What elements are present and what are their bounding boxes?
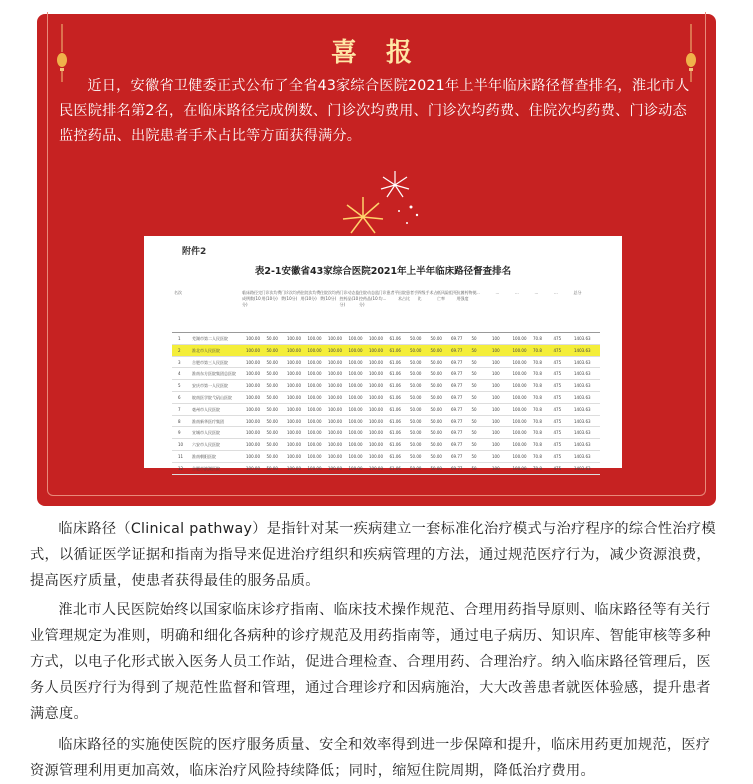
value-cell: 475 — [553, 383, 562, 389]
value-cell: 50.00 — [410, 359, 422, 365]
value-cell: 50 — [471, 336, 477, 341]
value-cell: 100.00 — [348, 430, 363, 436]
rank-cell: 1 — [178, 336, 181, 341]
ranking-table — [172, 284, 600, 475]
value-cell: 100.00 — [369, 347, 383, 353]
rank-cell: 11 — [178, 453, 184, 459]
value-cell: 100.00 — [307, 383, 322, 389]
table-header-cell: 名次 — [174, 290, 182, 295]
value-cell: 50 — [471, 359, 477, 365]
value-cell: 100.00 — [307, 347, 322, 353]
value-cell: 100.00 — [369, 442, 383, 448]
table-header-cell: 门诊患者平均... — [378, 290, 399, 301]
value-cell: 50 — [471, 406, 477, 412]
value-cell: 100.00 — [307, 430, 322, 436]
table-header-cell: ... — [554, 290, 558, 295]
rank-cell: 12 — [178, 465, 184, 471]
value-cell: 50.00 — [266, 383, 278, 389]
value-cell: 475 — [553, 394, 562, 400]
value-cell: 100.00 — [512, 347, 527, 353]
value-cell: 475 — [553, 359, 562, 365]
value-cell: 100.00 — [348, 453, 363, 459]
table-row — [172, 463, 600, 475]
value-cell: 50.00 — [430, 465, 442, 471]
value-cell: 1403.63 — [574, 371, 591, 377]
value-cell: 50.00 — [430, 430, 442, 436]
value-cell: 61.06 — [389, 453, 401, 459]
value-cell: 69.77 — [451, 430, 463, 436]
value-cell: 50.00 — [266, 442, 278, 448]
value-cell: 100.00 — [512, 418, 527, 424]
table-row — [172, 380, 600, 392]
value-cell: 70.8 — [533, 394, 542, 400]
table-header-cell: 住院次均费用(10分) — [300, 290, 321, 301]
value-cell: 100.00 — [287, 418, 301, 424]
value-cell: 100.00 — [287, 394, 301, 400]
value-cell: 100 — [492, 406, 500, 412]
value-cell: 100.00 — [512, 394, 527, 400]
value-cell: 100.00 — [512, 442, 527, 448]
value-cell: 69.77 — [451, 465, 463, 471]
value-cell: 100.00 — [512, 383, 527, 389]
value-cell: 100 — [492, 442, 500, 448]
value-cell: 100.00 — [328, 359, 342, 365]
value-cell: 100 — [492, 430, 500, 436]
rank-cell: 9 — [178, 430, 181, 436]
value-cell: 69.77 — [451, 394, 463, 400]
value-cell: 100.00 — [287, 336, 301, 341]
value-cell: 100.00 — [307, 359, 322, 365]
value-cell: 1403.63 — [574, 383, 591, 389]
rank-cell: 3 — [178, 359, 181, 365]
value-cell: 100.00 — [348, 406, 363, 412]
table-header-cell: ... — [515, 290, 519, 295]
value-cell: 100.00 — [307, 371, 322, 377]
value-cell: 1403.63 — [574, 406, 591, 412]
value-cell: 50.00 — [266, 465, 278, 471]
value-cell: 50.00 — [266, 336, 278, 341]
value-cell: 70.8 — [533, 418, 542, 424]
value-cell: 100.00 — [512, 371, 527, 377]
value-cell: 100.00 — [246, 442, 260, 448]
value-cell: 100.00 — [246, 359, 260, 365]
hospital-name-cell: 亳州市人民医院 — [192, 406, 220, 412]
hospital-name-cell: 皖南医学院弋矶山医院 — [192, 394, 232, 400]
table-header-cell: 低风险组死亡率 — [437, 290, 457, 301]
value-cell: 50.00 — [430, 371, 442, 377]
hospital-name-cell: 淮北市人民医院 — [192, 347, 220, 353]
value-cell: 69.77 — [451, 406, 463, 412]
value-cell: 50.00 — [266, 371, 278, 377]
value-cell: 1403.63 — [574, 336, 591, 341]
rank-cell: 5 — [178, 383, 181, 389]
value-cell: 50.00 — [410, 418, 422, 424]
table-header-cell: 四级手术占比 — [417, 290, 438, 301]
value-cell: 100.00 — [369, 430, 383, 436]
value-cell: 50.00 — [430, 347, 442, 353]
value-cell: 50.00 — [410, 336, 422, 341]
rank-cell: 6 — [178, 394, 181, 400]
value-cell: 100.00 — [307, 418, 322, 424]
value-cell: 100.00 — [328, 442, 342, 448]
value-cell: 61.06 — [389, 430, 401, 436]
value-cell: 69.77 — [451, 418, 463, 424]
value-cell: 100.00 — [369, 406, 383, 412]
value-cell: 70.8 — [533, 347, 542, 353]
value-cell: 61.06 — [389, 406, 401, 412]
value-cell: 69.77 — [451, 347, 463, 353]
value-cell: 61.06 — [389, 394, 401, 400]
value-cell: 69.77 — [451, 383, 463, 389]
value-cell: 100.00 — [369, 336, 383, 341]
value-cell: 100.00 — [369, 418, 383, 424]
table-row — [172, 333, 600, 345]
hospital-name-cell: 淮南新华医疗集团 — [192, 418, 224, 424]
rank-cell: 8 — [178, 418, 181, 424]
value-cell: 100.00 — [287, 465, 301, 471]
value-cell: 100.00 — [328, 465, 342, 471]
value-cell: 475 — [553, 442, 562, 448]
value-cell: 100.00 — [348, 418, 363, 424]
value-cell: 100.00 — [307, 336, 322, 341]
headline: 喜 报 — [330, 38, 423, 68]
value-cell: 50.00 — [430, 394, 442, 400]
value-cell: 50.00 — [430, 336, 442, 341]
value-cell: 70.8 — [533, 406, 542, 412]
table-header-cell: 出院患者手术占比 — [398, 290, 418, 301]
value-cell: 50.00 — [410, 465, 422, 471]
value-cell: 69.77 — [451, 442, 463, 448]
table-header-cell: 住院次均药费(10分) — [320, 290, 340, 301]
value-cell: 475 — [553, 418, 562, 424]
ranking-document-image — [144, 236, 622, 471]
value-cell: 50.00 — [266, 406, 278, 412]
value-cell: 69.77 — [451, 336, 463, 341]
announcement-banner — [37, 14, 716, 506]
rank-cell: 4 — [178, 371, 181, 377]
value-cell: 100.00 — [307, 442, 322, 448]
value-cell: 100.00 — [246, 394, 260, 400]
value-cell: 50.00 — [430, 442, 442, 448]
value-cell: 50 — [471, 383, 477, 389]
value-cell: 100.00 — [369, 371, 383, 377]
value-cell: 70.8 — [533, 371, 542, 377]
hospital-name-cell: 淮南朝阳医院 — [192, 453, 216, 459]
attachment-label: 附件2 — [182, 247, 207, 257]
value-cell: 100 — [492, 336, 500, 341]
table-row — [172, 345, 600, 357]
value-cell: 100.00 — [348, 359, 363, 365]
value-cell: 100.00 — [369, 394, 383, 400]
paragraph-practice: 淮北市人民医院始终以国家临床诊疗指南、临床技术操作规范、合理用药指导原则、临床路径等有关行业管理规定为准则，明确和细化各病种的诊疗规范及用药指南等，通过电子病历、知识库、智能审核等多种方式，以电子化形式嵌入医务人员工作站，促进合理检查、合理用药、合理治疗。纳入临床路径管理后，医务人员医疗行为得到了规范性监督和管理，通过合理诊疗和因病施治，大大改善患者就医体验感，提升患者满意度。 — [30, 602, 711, 722]
value-cell: 100 — [492, 359, 500, 365]
table-header-cell: 抗菌药物使用强度 — [456, 290, 477, 301]
hospital-name-cell: 安庆市第一人民医院 — [192, 383, 228, 389]
value-cell: 100.00 — [512, 430, 527, 436]
value-cell: 1403.63 — [574, 347, 591, 353]
value-cell: 100.00 — [348, 383, 363, 389]
value-cell: 100.00 — [246, 465, 260, 471]
value-cell: 50 — [471, 347, 477, 353]
value-cell: 70.8 — [533, 383, 542, 389]
value-cell: 70.8 — [533, 359, 542, 365]
value-cell: 1403.63 — [574, 430, 591, 436]
value-cell: 100.00 — [348, 442, 363, 448]
value-cell: 61.06 — [389, 359, 401, 365]
document-title: 表2-1安徽省43家综合医院2021年上半年临床路径督查排名 — [254, 266, 512, 277]
value-cell: 50.00 — [266, 453, 278, 459]
value-cell: 100.00 — [307, 406, 322, 412]
value-cell: 475 — [553, 465, 562, 471]
value-cell: 100.00 — [246, 418, 260, 424]
value-cell: 475 — [553, 371, 562, 377]
value-cell: 100.00 — [246, 371, 260, 377]
value-cell: 70.8 — [533, 442, 542, 448]
value-cell: 50 — [471, 442, 477, 448]
value-cell: 70.8 — [533, 453, 542, 459]
value-cell: 50.00 — [410, 383, 422, 389]
value-cell: 100.00 — [328, 371, 342, 377]
value-cell: 50 — [471, 418, 477, 424]
value-cell: 50.00 — [410, 371, 422, 377]
value-cell: 100.00 — [287, 430, 301, 436]
value-cell: 50.00 — [266, 359, 278, 365]
value-cell: 100 — [492, 418, 500, 424]
value-cell: 50 — [471, 394, 477, 400]
value-cell: 50.00 — [430, 406, 442, 412]
hospital-name-cell: 淮南东方医院集团总医院 — [192, 371, 236, 377]
value-cell: 69.77 — [451, 359, 463, 365]
value-cell: 70.8 — [533, 336, 542, 341]
table-header-cell: 门诊次均药费(10分) — [281, 290, 301, 301]
value-cell: 50 — [471, 430, 477, 436]
table-row — [172, 416, 600, 428]
hospital-name-cell: 合肥市滨湖医院 — [192, 465, 220, 471]
rank-cell: 10 — [178, 442, 184, 448]
value-cell: 69.77 — [451, 453, 463, 459]
value-cell: 475 — [553, 336, 562, 341]
value-cell: 100.00 — [328, 383, 342, 389]
table-header-cell: ... — [495, 290, 500, 295]
value-cell: 1403.63 — [574, 418, 591, 424]
value-cell: 100.00 — [348, 336, 363, 341]
value-cell: 1403.63 — [574, 442, 591, 448]
value-cell: 70.8 — [533, 465, 542, 471]
value-cell: 50.00 — [430, 359, 442, 365]
value-cell: 50 — [471, 465, 477, 471]
value-cell: 61.06 — [389, 383, 401, 389]
value-cell: 475 — [553, 453, 562, 459]
value-cell: 100.00 — [246, 430, 260, 436]
value-cell: 100.00 — [328, 394, 342, 400]
value-cell: 100.00 — [512, 359, 527, 365]
hospital-name-cell: 芜湖市第二人民医院 — [192, 336, 228, 341]
value-cell: 1403.63 — [574, 394, 591, 400]
table-row — [172, 392, 600, 404]
value-cell: 100.00 — [246, 453, 260, 459]
table-row — [172, 451, 600, 463]
value-cell: 475 — [553, 347, 562, 353]
value-cell: 50.00 — [410, 394, 422, 400]
value-cell: 475 — [553, 430, 562, 436]
value-cell: 100.00 — [287, 406, 301, 412]
paragraph-outcome: 临床路径的实施使医院的医疗服务质量、安全和效率得到进一步保障和提升，临床用药更加规范，医疗资源管理利用更加高效，临床治疗风险持续降低；同时，缩短住院周期，降低治疗费用。 — [30, 737, 711, 779]
value-cell: 50.00 — [410, 347, 422, 353]
value-cell: 1403.63 — [574, 453, 591, 459]
value-cell: 61.06 — [389, 347, 401, 353]
value-cell: 100.00 — [287, 359, 301, 365]
table-row — [172, 368, 600, 380]
value-cell: 50.00 — [430, 418, 442, 424]
rank-cell: 7 — [178, 406, 181, 412]
value-cell: 100.00 — [328, 347, 342, 353]
value-cell: 475 — [553, 406, 562, 412]
value-cell: 100.00 — [328, 406, 342, 412]
value-cell: 100 — [492, 394, 500, 400]
value-cell: 50.00 — [410, 406, 422, 412]
value-cell: 100.00 — [512, 465, 527, 471]
value-cell: 100.00 — [287, 347, 301, 353]
value-cell: 100.00 — [328, 336, 342, 341]
value-cell: 100.00 — [369, 359, 383, 365]
value-cell: 100 — [492, 465, 500, 471]
paragraph-definition: 临床路径（Clinical pathway）是指针对某一疾病建立一套标准化治疗模式与治疗程序的综合性治疗模式，以循证医学证据和指南为指导来促进治疗组织和疾病管理的方法，通过规范医疗行为，减少资源浪费，提高医疗质量，使患者获得最佳的服务品质。 — [30, 521, 716, 589]
value-cell: 100.00 — [307, 465, 322, 471]
table-row — [172, 404, 600, 416]
value-cell: 1403.63 — [574, 359, 591, 365]
value-cell: 100.00 — [246, 347, 260, 353]
table-row — [172, 357, 600, 369]
value-cell: 61.06 — [389, 336, 401, 341]
table-header-cell: ... — [476, 290, 480, 295]
value-cell: 100.00 — [287, 453, 301, 459]
value-cell: 50 — [471, 371, 477, 377]
value-cell: 50.00 — [430, 383, 442, 389]
value-cell: 50.00 — [266, 347, 278, 353]
value-cell: 61.06 — [389, 371, 401, 377]
table-header-cell: 总分 — [573, 290, 582, 295]
value-cell: 100.00 — [307, 453, 322, 459]
value-cell: 100.00 — [287, 442, 301, 448]
value-cell: 69.77 — [451, 371, 463, 377]
value-cell: 61.06 — [389, 442, 401, 448]
hospital-name-cell: 宣城市人民医院 — [192, 430, 220, 436]
value-cell: 100 — [492, 383, 500, 389]
table-header-cell: 门诊动态监控药品(10分) — [339, 290, 360, 307]
value-cell: 100.00 — [328, 453, 342, 459]
value-cell: 100 — [492, 347, 500, 353]
table-header — [172, 284, 600, 333]
value-cell: 100 — [492, 453, 500, 459]
value-cell: 100.00 — [246, 336, 260, 341]
value-cell: 100.00 — [348, 371, 363, 377]
value-cell: 61.06 — [389, 418, 401, 424]
table-header-cell: 住院动态监控药品(10分) — [359, 290, 379, 307]
value-cell: 100.00 — [246, 406, 260, 412]
rank-cell: 2 — [178, 347, 181, 353]
value-cell: 50.00 — [410, 442, 422, 448]
value-cell: 100.00 — [348, 394, 363, 400]
value-cell: 100.00 — [287, 371, 301, 377]
table-header-cell: 门诊次均费用(10分) — [261, 290, 282, 301]
value-cell: 50.00 — [266, 430, 278, 436]
value-cell: 50.00 — [410, 453, 422, 459]
value-cell: 100.00 — [246, 383, 260, 389]
firework-icon — [333, 167, 453, 247]
value-cell: 100.00 — [287, 383, 301, 389]
table-header-cell: ... — [534, 290, 539, 295]
value-cell: 50.00 — [266, 394, 278, 400]
table-row — [172, 427, 600, 439]
hospital-name-cell: 合肥市第三人民医院 — [192, 359, 228, 365]
value-cell: 61.06 — [389, 465, 401, 471]
intro-paragraph: 近日，安徽省卫健委正式公布了全省43家综合医院2021年上半年临床路径督查排名，淮北市人民医院排名第2名，在临床路径完成例数、门诊次均费用、门诊次均药费、住院次均药费、门诊动态监控药品、出院患者手术占比等方面获得满分。 — [59, 78, 690, 144]
value-cell: 100.00 — [369, 383, 383, 389]
value-cell: 100.00 — [328, 418, 342, 424]
value-cell: 100 — [492, 371, 500, 377]
value-cell: 100.00 — [307, 394, 322, 400]
value-cell: 100.00 — [512, 453, 527, 459]
value-cell: 100.00 — [369, 465, 383, 471]
table-header-cell: 临床路径完成例数(10分) — [242, 290, 262, 307]
value-cell: 50.00 — [430, 453, 442, 459]
value-cell: 50.00 — [410, 430, 422, 436]
value-cell: 100.00 — [512, 336, 527, 341]
value-cell: 1403.63 — [574, 465, 591, 471]
value-cell: 100.00 — [348, 347, 363, 353]
hospital-name-cell: 六安市人民医院 — [192, 442, 220, 448]
value-cell: 50 — [471, 453, 477, 459]
table-row — [172, 439, 600, 451]
value-cell: 100.00 — [328, 430, 342, 436]
value-cell: 100.00 — [348, 465, 363, 471]
value-cell: 100.00 — [369, 453, 383, 459]
value-cell: 70.8 — [533, 430, 542, 436]
value-cell: 100.00 — [512, 406, 527, 412]
value-cell: 50.00 — [266, 418, 278, 424]
